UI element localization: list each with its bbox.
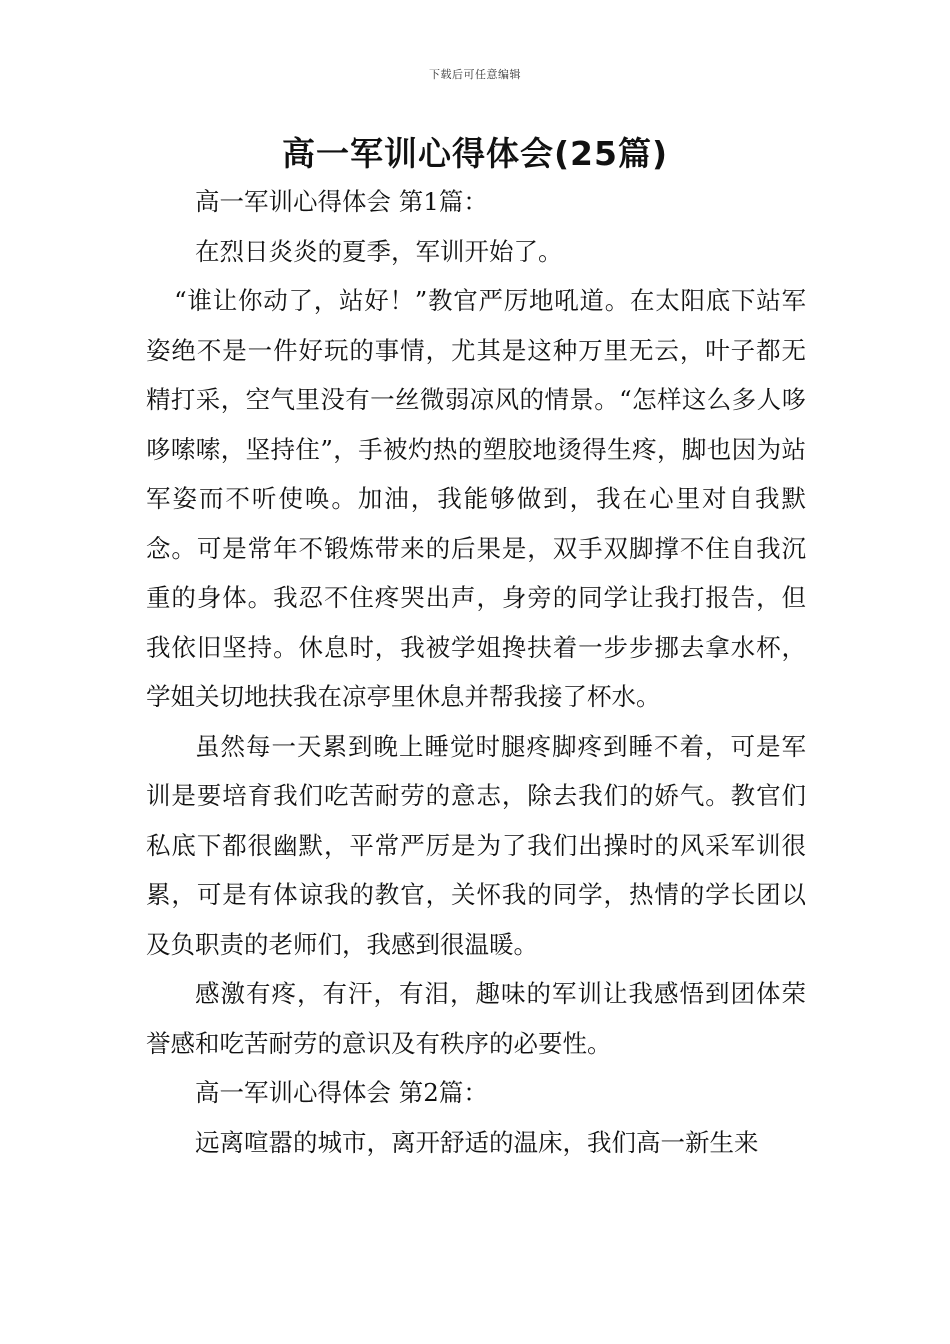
paragraph: 感激有疼，有汗，有泪，趣味的军训让我感悟到团体荣誉感和吃苦耐劳的意识及有秩序的必要性。 xyxy=(146,979,806,1058)
paragraph: 虽然每一天累到晚上睡觉时腿疼脚疼到睡不着，可是军训是要培育我们吃苦耐劳的意志，除去我们的娇气。教官们私底下都很幽默，平常严厉是为了我们出操时的风采军训很累，可是有体谅我的教官，关怀我的同学，热情的学长团以及负职责的老师们，我感到很温暖。 xyxy=(146,731,806,959)
paragraph: “谁让你动了，站好！”教官严厉地吼道。在太阳底下站军姿绝不是一件好玩的事情，尤其是这种万里无云，叶子都无精打采，空气里没有一丝微弱凉风的情景。“怎样这么多人哆哆嗦嗦，坚持住”，手被灼热的塑胶地烫得生疼，脚也因为站军姿而不听使唤。加油，我能够做到，我在心里对自我默念。可是常年不锻炼带来的后果是，双手双脚撑不住自我沉重的身体。我忍不住疼哭出声，身旁的同学让我打报告，但我依旧坚持。休息时，我被学姐搀扶着一步步挪去拿水杯，学姐关切地扶我在凉亭里休息并帮我接了杯水。 xyxy=(146,286,806,711)
document-body xyxy=(146,177,806,1167)
section-heading-2: 高一军训心得体会 第2篇： xyxy=(195,1078,488,1107)
paragraph: 在烈日炎炎的夏季，军训开始了。 xyxy=(195,236,563,266)
section-heading-1: 高一军训心得体会 第1篇： xyxy=(195,187,488,216)
document-title: 高一军训心得体会(25篇) xyxy=(281,134,669,173)
paragraph: 远离喧嚣的城市，离开舒适的温床，我们高一新生来 xyxy=(195,1127,759,1157)
page-header-note: 下载后可任意编辑 xyxy=(429,68,521,81)
